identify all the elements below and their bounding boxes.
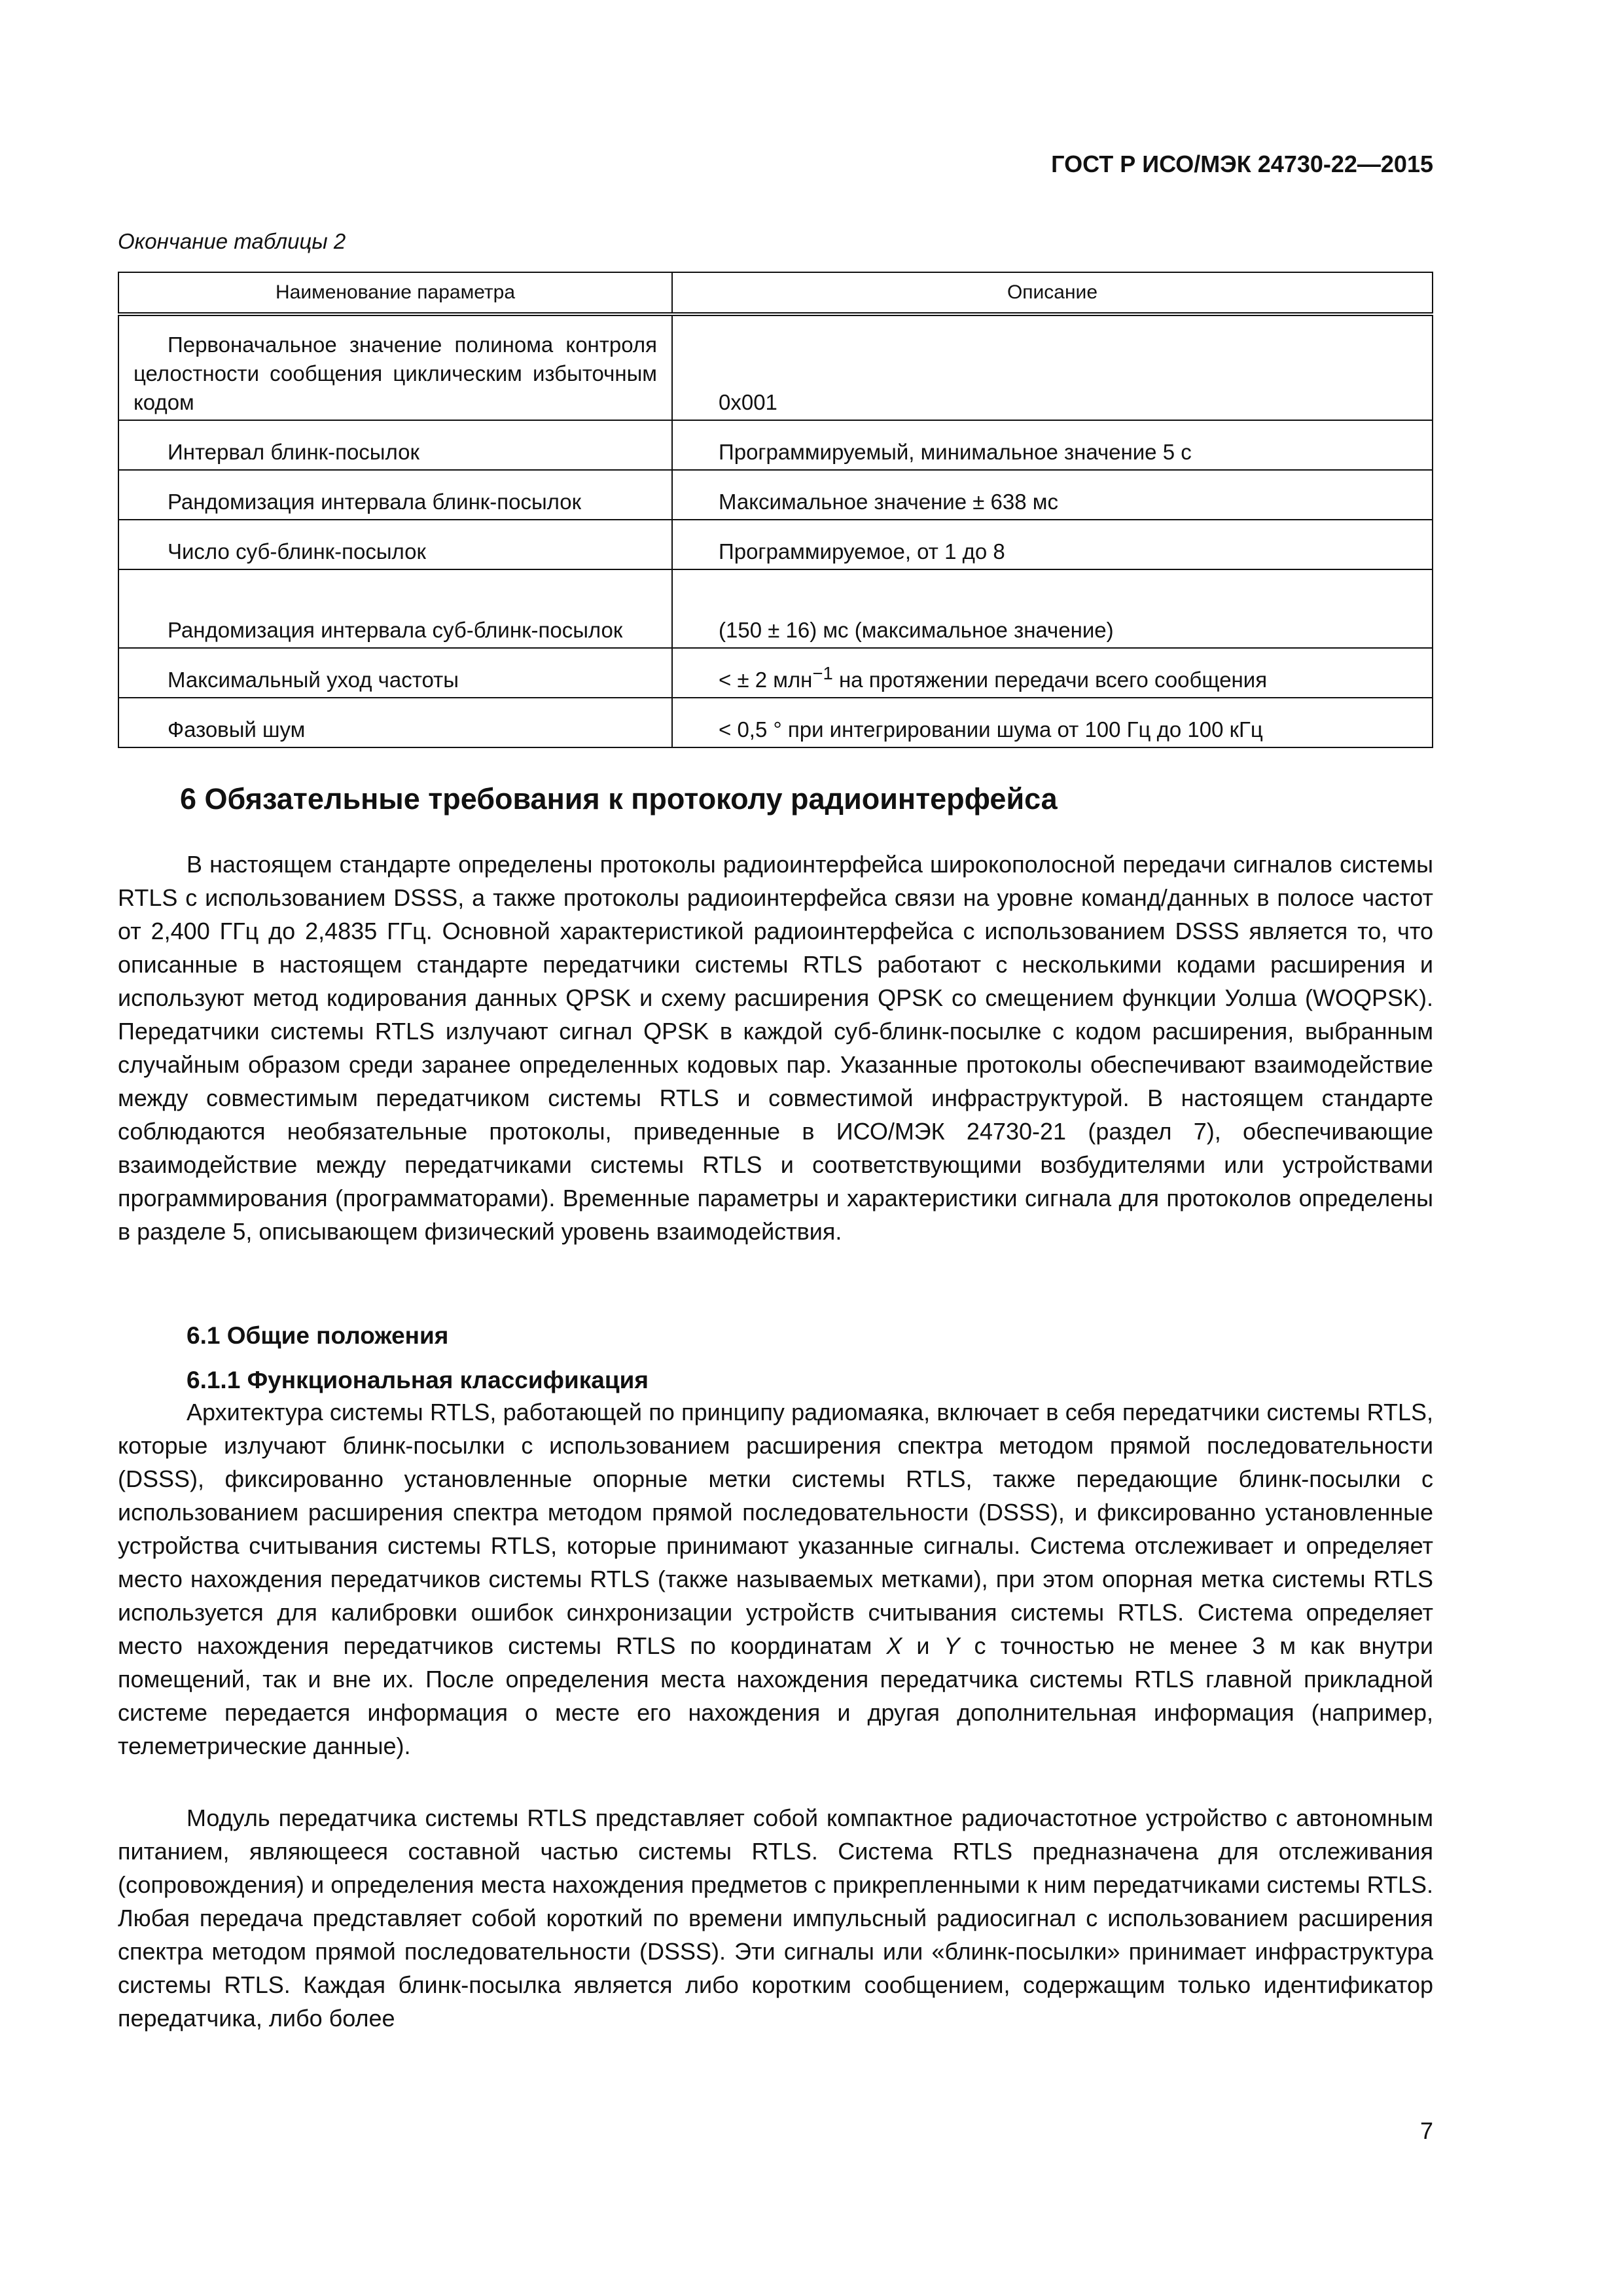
- subsubsection-title: 6.1.1 Функциональная классификация: [187, 1367, 649, 1393]
- subsection-title: 6.1 Общие положения: [187, 1322, 449, 1349]
- table-row: [118, 698, 1433, 747]
- table-caption: Окончание таблицы 2: [118, 229, 346, 253]
- desc-text: < ± 2 млн: [719, 668, 813, 692]
- section-title: 6 Обязательные требования к протоколу радиоинтерфейса: [180, 782, 1058, 816]
- parameter-name: Максимальный уход частоты: [118, 648, 672, 698]
- parameter-name: Рандомизация интервала суб-блинк-посылок: [118, 569, 672, 648]
- paragraph-text: с точностью не менее 3 м как внутри помещений, так и вне их. После определения места нахождения передатчика системы RTLS главной прикладной системе передается информация о месте его нахождения и другая дополнительная информация (например, телеметрические данные).: [118, 1632, 1433, 1759]
- table-row: [118, 314, 1433, 420]
- table-row: [118, 420, 1433, 470]
- paragraph-text: Архитектура системы RTLS, работающей по принципу радиомаяка, включает в себя передатчики системы RTLS, которые излучают блинк-посылки с использованием расширения спектра методом прямой последовательности (DSSS), фиксированно установленные опорные метки системы RTLS, также передающие блинк-посылки с использованием расширения спектра методом прямой последовательности (DSSS), и фиксированно установленные устройства считывания системы RTLS, которые принимают указанные сигналы. Система отслеживает и определяет место нахождения передатчиков системы RTLS (также называемых метками), при этом опорная метка системы RTLS используется для калибровки ошибок синхронизации устройств считывания системы RTLS. Система определяет место нахождения передатчиков системы RTLS по координатам: [118, 1399, 1433, 1659]
- parameter-name: Интервал блинк-посылок: [118, 420, 672, 470]
- superscript-exponent: −1: [812, 663, 833, 683]
- page-number: 7: [1419, 2117, 1433, 2144]
- table-row: [118, 470, 1433, 520]
- table-header-row: [118, 272, 1433, 314]
- parameter-description: Максимальное значение ± 638 мс: [672, 470, 1433, 520]
- parameter-description: < 0,5 ° при интегрировании шума от 100 Гц до 100 кГц: [672, 698, 1433, 747]
- parameter-description: Программируемое, от 1 до 8: [672, 520, 1433, 569]
- coordinate-x: X: [886, 1632, 902, 1659]
- column-header-description: Описание: [672, 272, 1433, 314]
- paragraph-text: и: [902, 1632, 944, 1659]
- parameter-name: Число суб-блинк-посылок: [118, 520, 672, 569]
- column-header-parameter: Наименование параметра: [118, 272, 672, 314]
- intro-paragraph: В настоящем стандарте определены протоколы радиоинтерфейса широкополосной передачи сигналов системы RTLS с использованием DSSS, а также протоколы радиоинтерфейса связи на уровне команд/данных в полосе частот от 2,400 ГГц до 2,4835 ГГц. Основной характеристикой радиоинтерфейса с использованием DSSS является то, что описанные в настоящем стандарте передатчики системы RTLS работают с несколькими кодами расширения и используют метод кодирования данных QPSK и схему расширения QPSK со смещением функции Уолша (WOQPSK). Передатчики системы RTLS излучают сигнал QPSK в каждой суб-блинк-посылке с кодом расширения, выбранным случайным образом среди заранее определенных кодовых пар. Указанные протоколы обеспечивают взаимодействие между совместимым передатчиком системы RTLS и совместимой инфраструктурой. В настоящем стандарте соблюдаются необязательные протоколы, приведенные в ИСО/МЭК 24730-21 (раздел 7), обеспечивающие взаимодействие между передатчиками системы RTLS и соответствующими возбудителями или устройствами программирования (программаторами). Временные параметры и характеристики сигнала для протоколов определены в разделе 5, описывающем физический уровень взаимодействия.: [118, 851, 1433, 1245]
- paragraph-architecture: [118, 1395, 1433, 1763]
- module-paragraph: Модуль передатчика системы RTLS представляет собой компактное радиочастотное устройство с автономным питанием, являющееся составной частью системы RTLS. Система RTLS предназначена для отслеживания (сопровождения) и определения места нахождения предметов с прикрепленными к ним передатчиками системы RTLS. Любая передача представляет собой короткий по времени импульсный радиосигнал с использованием расширения спектра методом прямой последовательности (DSSS). Эти сигналы или «блинк-посылки» принимает инфраструктура системы RTLS. Каждая блинк-посылка является либо коротким сообщением, содержащим только идентификатор передатчика, либо более: [118, 1804, 1433, 2032]
- parameter-name: Первоначальное значение полинома контроля целостности сообщения циклическим избыточным кодом: [118, 314, 672, 420]
- parameter-description: [672, 648, 1433, 698]
- coordinate-y: Y: [944, 1632, 960, 1659]
- parameter-description: Программируемый, минимальное значение 5 с: [672, 420, 1433, 470]
- parameter-description: 0x001: [672, 314, 1433, 420]
- parameter-name: Рандомизация интервала блинк-посылок: [118, 470, 672, 520]
- architecture-paragraph: [118, 1395, 1433, 1763]
- paragraph-module: [118, 1801, 1433, 2035]
- table-row: [118, 569, 1433, 648]
- table-row: [118, 520, 1433, 569]
- parameters-table: [118, 272, 1433, 748]
- section-intro: [118, 848, 1433, 1248]
- parameter-description: (150 ± 16) мс (максимальное значение): [672, 569, 1433, 648]
- table-row: [118, 648, 1433, 698]
- desc-text: на протяжении передачи всего сообщения: [832, 668, 1268, 692]
- parameter-name: Фазовый шум: [118, 698, 672, 747]
- document-header: ГОСТ Р ИСО/МЭК 24730-22—2015: [1051, 151, 1433, 177]
